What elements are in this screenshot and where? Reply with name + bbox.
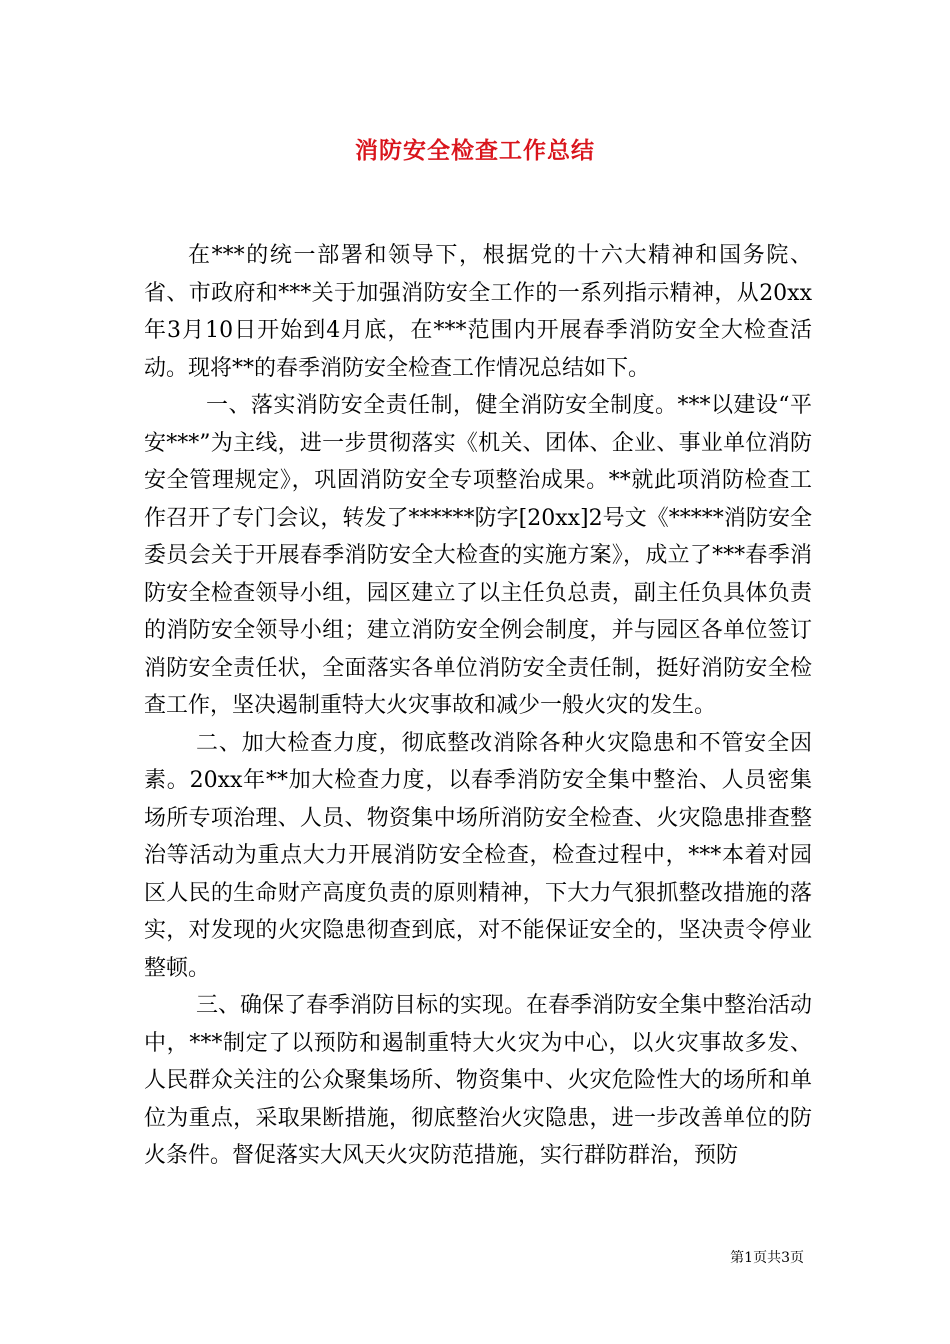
page-number-footer: 第1页共3页 <box>730 1250 804 1266</box>
document-title: 消防安全检查工作总结 <box>355 137 595 164</box>
paragraph-section-1: 一、落实消防安全责任制，健全消防安全制度。***以建设“平安***”为主线，进一步贯彻落实《机关、团体、企业、事业单位消防安全管理规定》，巩固消防安全专项整治成果。**就此项消防检查工作召开了专门会议，转发了******防字[20xx]2号文《*****消防安全委员会关于开展春季消防安全大检查的实施方案》，成立了***春季消防安全检查领导小组，园区建立了以主任负总责，副主任负具体负责的消防安全领导小组；建立消防安全例会制度，并与园区各单位签订消防安全责任状，全面落实各单位消防安全责任制，挺好消防安全检查工作，坚决遏制重特大火灾事故和减少一般火灾的发生。 <box>144 393 812 718</box>
paragraph-intro: 在***的统一部署和领导下，根据党的十六大精神和国务院、省、市政府和***关于加强消防安全工作的一系列指示精神，从20xx年3月10日开始到4月底，在***范围内开展春季消防安全大检查活动。现将**的春季消防安全检查工作情况总结如下。 <box>144 243 812 381</box>
paragraph-section-2: 二、加大检查力度，彻底整改消除各种火灾隐患和不管安全因素。20xx年**加大检查力度，以春季消防安全集中整治、人员密集场所专项治理、人员、物资集中场所消防安全检查、火灾隐患排查整治等活动为重点大力开展消防安全检查，检查过程中，***本着对园区人民的生命财产高度负责的原则精神，下大力气狠抓整改措施的落实，对发现的火灾隐患彻查到底，对不能保证安全的，坚决责令停业整顿。 <box>144 730 812 981</box>
document-body <box>144 237 812 1175</box>
paragraph-section-3: 三、确保了春季消防目标的实现。在春季消防安全集中整治活动中，***制定了以预防和遏制重特大火灾为中心，以火灾事故多发、人民群众关注的公众聚集场所、物资集中、火灾危险性大的场所和单位为重点，采取果断措施，彻底整治火灾隐患，进一步改善单位的防火条件。督促落实大风天火灾防范措施，实行群防群治，预防 <box>144 993 813 1168</box>
